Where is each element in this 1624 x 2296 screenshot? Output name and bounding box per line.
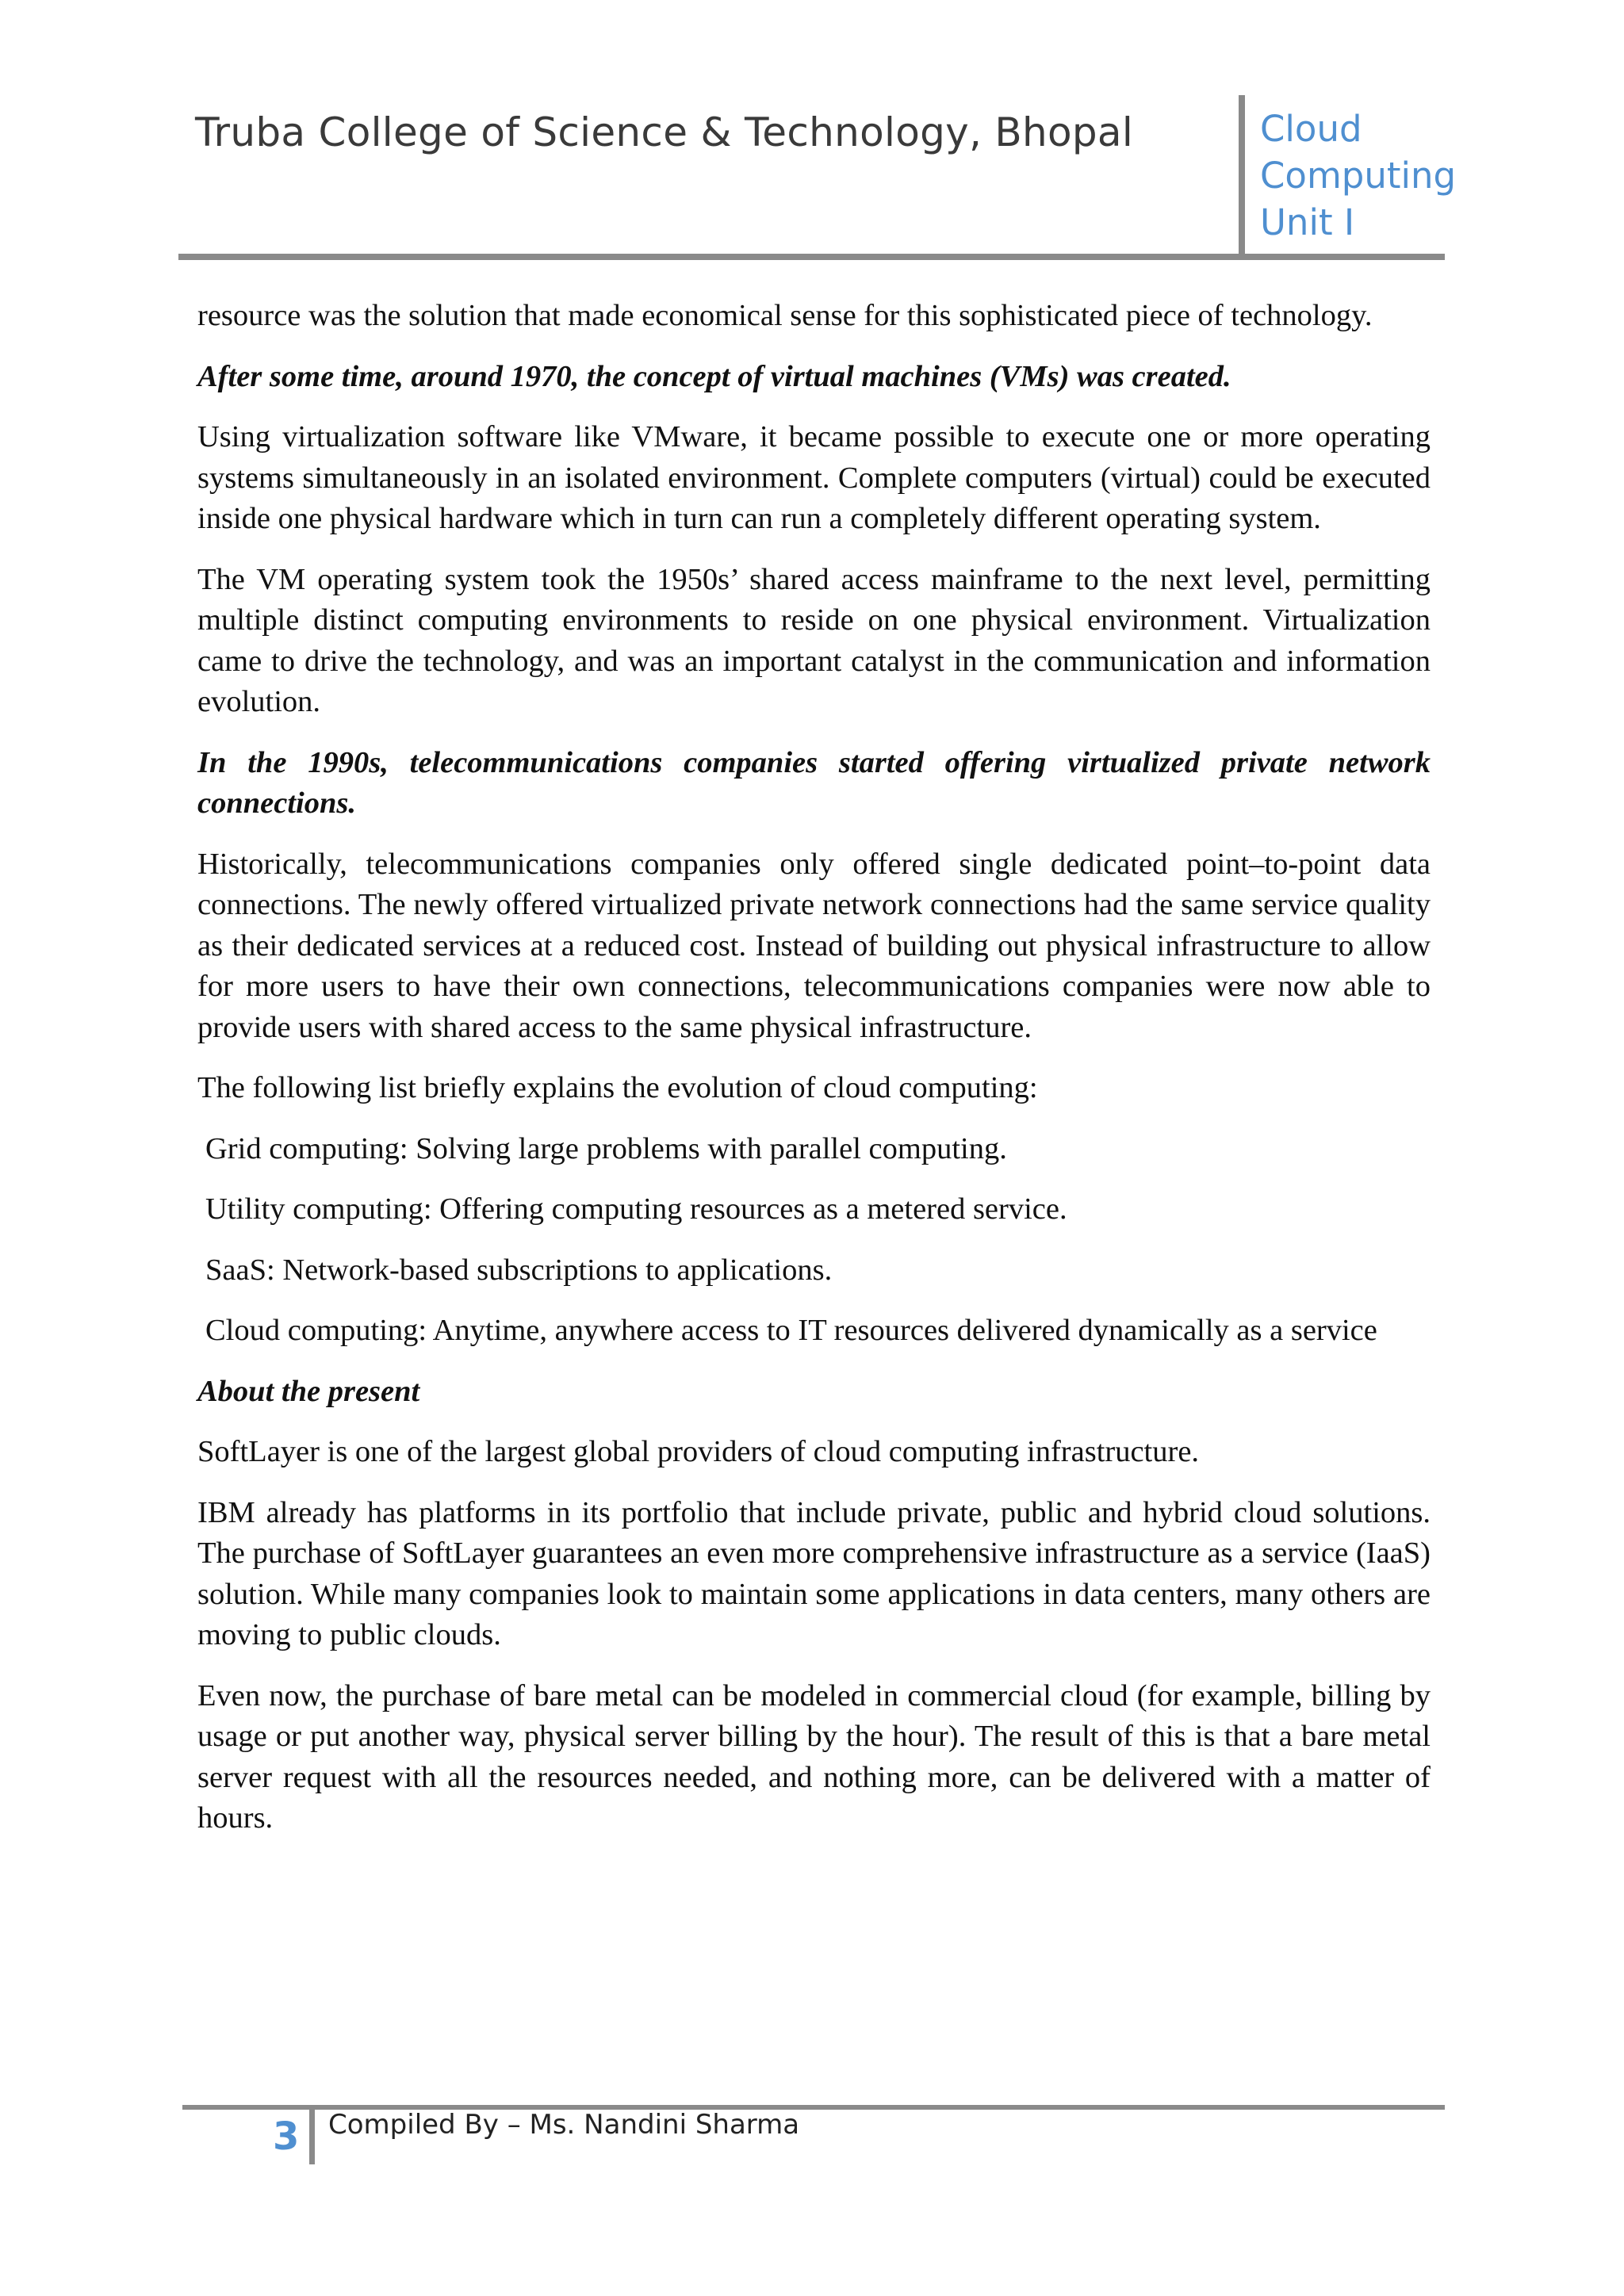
subject-title: [1260, 105, 1456, 246]
institution-title: Truba College of Science & Technology, Bhopal: [195, 109, 1134, 155]
subject-line-3: Unit I: [1260, 201, 1355, 243]
list-item: Cloud computing: Anytime, anywhere access to IT resources delivered dynamically as a service: [205, 1314, 1377, 1347]
header-divider-horizontal: [178, 254, 1445, 260]
page-number: 3: [273, 2114, 300, 2159]
paragraph: The following list briefly explains the evolution of cloud computing:: [197, 1071, 1038, 1104]
paragraph: IBM already has platforms in its portfolio that include private, public and hybrid cloud solutions. The purchase of SoftLayer guarantees an even more comprehensive infrastructure as a service (IaaS) solution. While many companies look to maintain some applications in data centers, many others are moving to public clouds.: [197, 1495, 1431, 1651]
paragraph: Using virtualization software like VMware, it became possible to execute one or more operating systems simultaneously in an isolated environment. Complete computers (virtual) could be executed inside one physical hardware which in turn can run a completely different operating system.: [197, 420, 1431, 535]
list-item: SaaS: Network-based subscriptions to applications.: [205, 1253, 833, 1287]
paragraph: Even now, the purchase of bare metal can be modeled in commercial cloud (for example, billing by usage or put another way, physical server billing by the hour). The result of this is that a bare metal server request with all the resources needed, and nothing more, can be delivered with a matter of hours.: [197, 1678, 1431, 1835]
section-heading-1990s: In the 1990s, telecommunications companies started offering virtualized private network connections.: [197, 745, 1431, 820]
section-heading-vms: After some time, around 1970, the concept of virtual machines (VMs) was created.: [197, 359, 1231, 393]
paragraph: The VM operating system took the 1950s’ shared access mainframe to the next level, permitting multiple distinct computing environments to reside on one physical environment. Virtualization came to drive the technology, and was an important catalyst in the communication and information evolution.: [197, 562, 1431, 718]
paragraph: resource was the solution that made economical sense for this sophisticated piece of technology.: [197, 299, 1373, 332]
subject-line-2: Computing: [1260, 155, 1457, 197]
document-body: [197, 296, 1431, 1859]
subject-line-1: Cloud: [1260, 108, 1362, 150]
compiled-by: Compiled By – Ms. Nandini Sharma: [328, 2109, 800, 2141]
section-heading-present: About the present: [197, 1374, 420, 1408]
header-divider-vertical: [1239, 95, 1245, 259]
list-item: Grid computing: Solving large problems with parallel computing.: [205, 1131, 1007, 1165]
paragraph: Historically, telecommunications companies only offered single dedicated point–to-point data connections. The newly offered virtualized private network connections had the same service quality as their dedicated services at a reduced cost. Instead of building out physical infrastructure to allow for more users to have their own connections, telecommunications companies were now able to provide users with shared access to the same physical infrastructure.: [197, 847, 1431, 1044]
footer-divider-vertical: [309, 2109, 315, 2164]
list-item: Utility computing: Offering computing resources as a metered service.: [205, 1192, 1067, 1226]
paragraph: SoftLayer is one of the largest global providers of cloud computing infrastructure.: [197, 1435, 1200, 1468]
